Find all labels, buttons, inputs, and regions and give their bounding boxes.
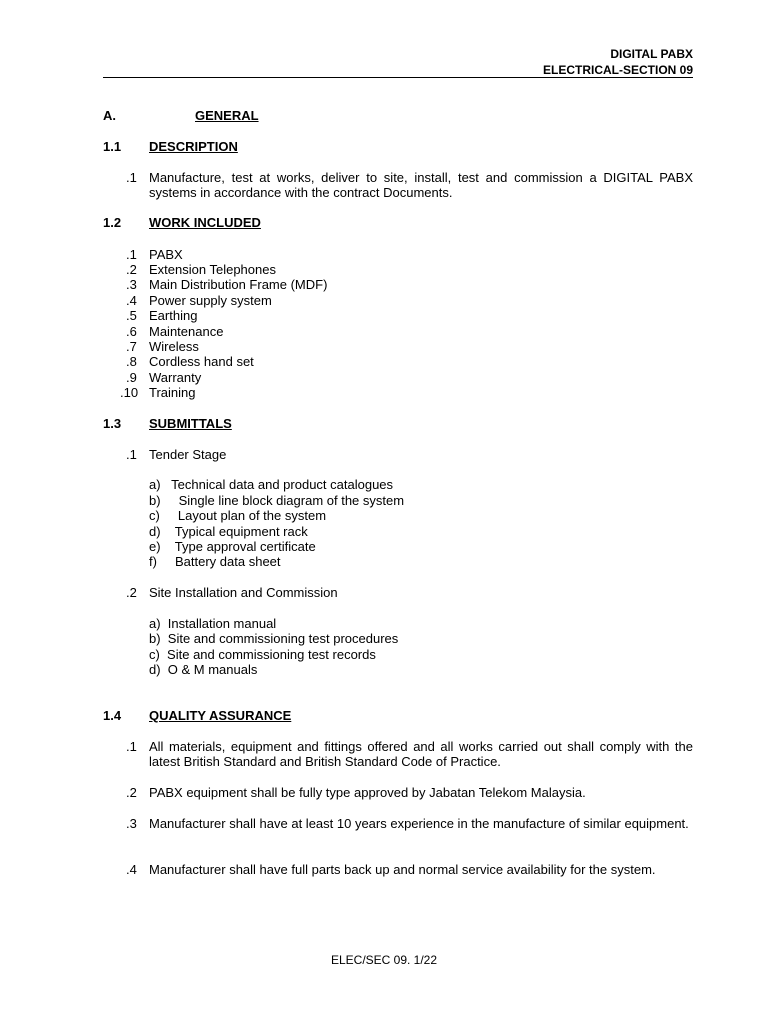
list-item-number: .2 (126, 262, 137, 277)
list-item: Cordless hand set (149, 354, 254, 369)
list-item-number: .3 (126, 816, 137, 831)
list-item-number: .2 (126, 785, 137, 800)
page-footer: ELEC/SEC 09. 1/22 (330, 953, 438, 967)
sub-list-item: d) O & M manuals (149, 662, 258, 677)
header-section: ELECTRICAL-SECTION 09 (542, 63, 693, 77)
list-item-number: .4 (126, 862, 137, 877)
sub-list-item: c) Site and commissioning test records (149, 647, 376, 662)
description-paragraph: Manufacture, test at works, deliver to site, install, test and commission a DIGITAL PABX systems in accordance with the contract Documents. (149, 170, 693, 200)
qa-paragraph: Manufacturer shall have at least 10 years experience in the manufacture of similar equipment. (149, 816, 689, 831)
sub-list-item: b) Site and commissioning test procedures (149, 631, 399, 646)
list-item: Warranty (149, 370, 202, 385)
list-item: Wireless (149, 339, 199, 354)
list-item-number: .8 (126, 354, 137, 369)
list-item-number: .9 (126, 370, 137, 385)
list-item-number: .1 (126, 247, 137, 262)
list-item-number: .1 (126, 170, 137, 185)
list-item: Maintenance (149, 324, 224, 339)
list-item: Earthing (149, 308, 198, 323)
list-item-number: .1 (126, 739, 137, 754)
section-1-3-number: 1.3 (103, 416, 122, 431)
list-item: Extension Telephones (149, 262, 276, 277)
tender-stage-heading: Tender Stage (149, 447, 227, 462)
list-item: Power supply system (149, 293, 272, 308)
section-1-1-number: 1.1 (103, 139, 122, 154)
sub-list-item: c) Layout plan of the system (149, 508, 327, 523)
list-item-number: .7 (126, 339, 137, 354)
header-title: DIGITAL PABX (610, 47, 693, 61)
sub-list-item: d) Typical equipment rack (149, 524, 308, 539)
section-1-2-number: 1.2 (103, 215, 122, 230)
list-item-number: .3 (126, 277, 137, 292)
section-1-4-number: 1.4 (103, 708, 122, 723)
section-1-1-title: DESCRIPTION (149, 139, 238, 154)
list-item-number: .4 (126, 293, 137, 308)
sub-list-item: a) Technical data and product catalogues (149, 477, 394, 492)
list-item-number: .2 (126, 585, 137, 600)
sub-list-item: f) Battery data sheet (149, 554, 281, 569)
sub-list-item: e) Type approval certificate (149, 539, 316, 554)
header-rule (103, 77, 693, 78)
section-a-title: GENERAL (195, 108, 259, 123)
list-item: PABX (149, 247, 183, 262)
list-item-number: .10 (120, 385, 139, 400)
sub-list-item: a) Installation manual (149, 616, 277, 631)
list-item-number: .6 (126, 324, 137, 339)
section-a-label: A. (103, 108, 116, 123)
qa-paragraph: Manufacturer shall have full parts back up and normal service availability for the system. (149, 862, 656, 877)
section-1-4-title: QUALITY ASSURANCE (149, 708, 292, 723)
site-installation-heading: Site Installation and Commission (149, 585, 338, 600)
section-1-2-title: WORK INCLUDED (149, 215, 261, 230)
list-item: Training (149, 385, 196, 400)
list-item: Main Distribution Frame (MDF) (149, 277, 328, 292)
list-item-number: .1 (126, 447, 137, 462)
sub-list-item: b) Single line block diagram of the system (149, 493, 405, 508)
section-1-3-title: SUBMITTALS (149, 416, 232, 431)
qa-paragraph: PABX equipment shall be fully type approved by Jabatan Telekom Malaysia. (149, 785, 586, 800)
qa-paragraph: All materials, equipment and fittings offered and all works carried out shall comply with the latest British Standard and British Standard Code of Practice. (149, 739, 693, 769)
list-item-number: .5 (126, 308, 137, 323)
